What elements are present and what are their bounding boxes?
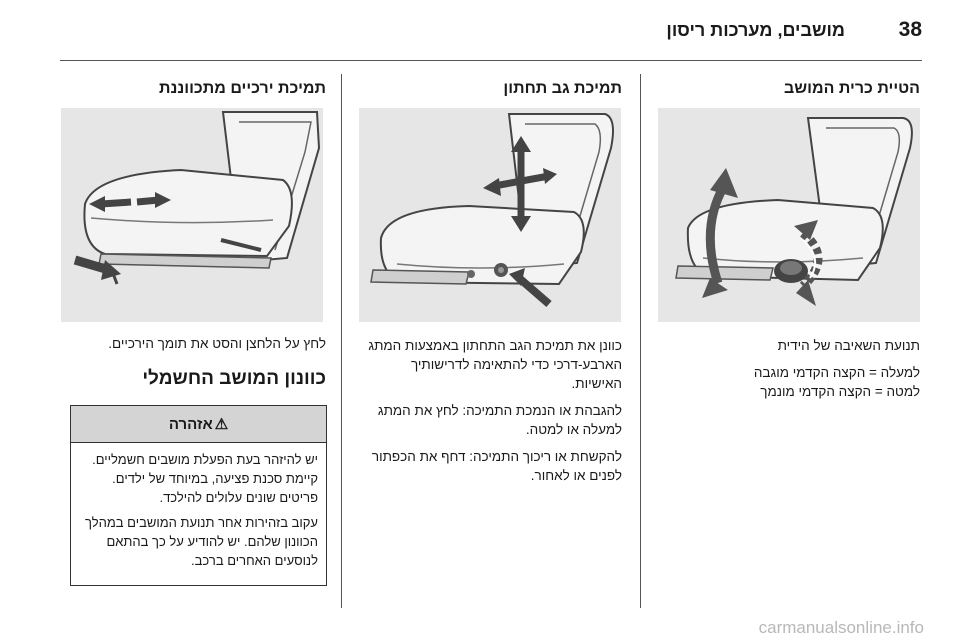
seat-tilt-line-1: תנועת השאיבה של הידית xyxy=(777,338,920,353)
column-divider-right xyxy=(640,74,641,608)
power-seat-heading: כוונון המושב החשמלי xyxy=(142,368,326,389)
warning-header xyxy=(71,406,326,443)
seat-tilt-figure xyxy=(658,108,920,322)
lumbar-paragraph-1: כוונן את תמיכת הגב התחתון באמצעות המתג הארבע-דרכי כדי להתאימה לדרישותיך האישיות. xyxy=(368,338,622,391)
warning-paragraph-1: יש להיזהר בעת הפעלת מושבים חשמליים. קיימת סכנת פציעה, במיוחד של ילדים. פריטים שונים עלולים להילכד. xyxy=(92,452,318,505)
lumbar-paragraph-2: להגבהת או הנמכת התמיכה: לחץ את המתג למעלה או למטה. xyxy=(377,403,622,437)
watermark: carmanualsonline.info xyxy=(758,618,924,637)
warning-body xyxy=(71,443,326,570)
thigh-support-illustration-icon xyxy=(61,108,323,322)
seat-tilt-line-3: למטה = הקצה הקדמי מונמך xyxy=(760,384,920,399)
lumbar-paragraph-3: להקשחת או ריכוך התמיכה: דחף את הכפתור לפנים או לאחור. xyxy=(371,449,622,483)
section-title-seat-tilt: הטיית כרית המושב xyxy=(784,80,920,97)
warning-box xyxy=(70,405,327,586)
warning-paragraph-2: עקוב בזהירות אחר תנועת המושבים במהלך הכוונון שלהם. יש להודיע על כך בהתאם לנוסעים האחרים ברכב. xyxy=(85,515,318,568)
seat-tilt-illustration-icon xyxy=(658,108,920,322)
seat-tilt-text xyxy=(664,336,920,409)
thigh-support-text: לחץ על הלחצן והסט את תומך הירכיים. xyxy=(108,336,326,351)
lumbar-support-illustration-icon xyxy=(359,108,621,322)
header-divider xyxy=(60,60,922,61)
section-title-thigh-support: תמיכת ירכיים מתכווננת xyxy=(158,80,326,97)
page-number: 38 xyxy=(898,18,922,41)
warning-title: אזהרה xyxy=(168,415,213,433)
section-title-lumbar: תמיכת גב תחתון xyxy=(503,80,622,97)
thigh-support-figure xyxy=(61,108,323,322)
page-header-title: מושבים, מערכות ריסון xyxy=(666,20,845,40)
warning-triangle-icon: ⚠ xyxy=(214,416,229,433)
lumbar-support-text xyxy=(364,336,622,493)
lumbar-support-figure xyxy=(359,108,621,322)
seat-tilt-line-2: למעלה = הקצה הקדמי מוגבה xyxy=(753,365,920,380)
column-divider-left xyxy=(341,74,342,608)
